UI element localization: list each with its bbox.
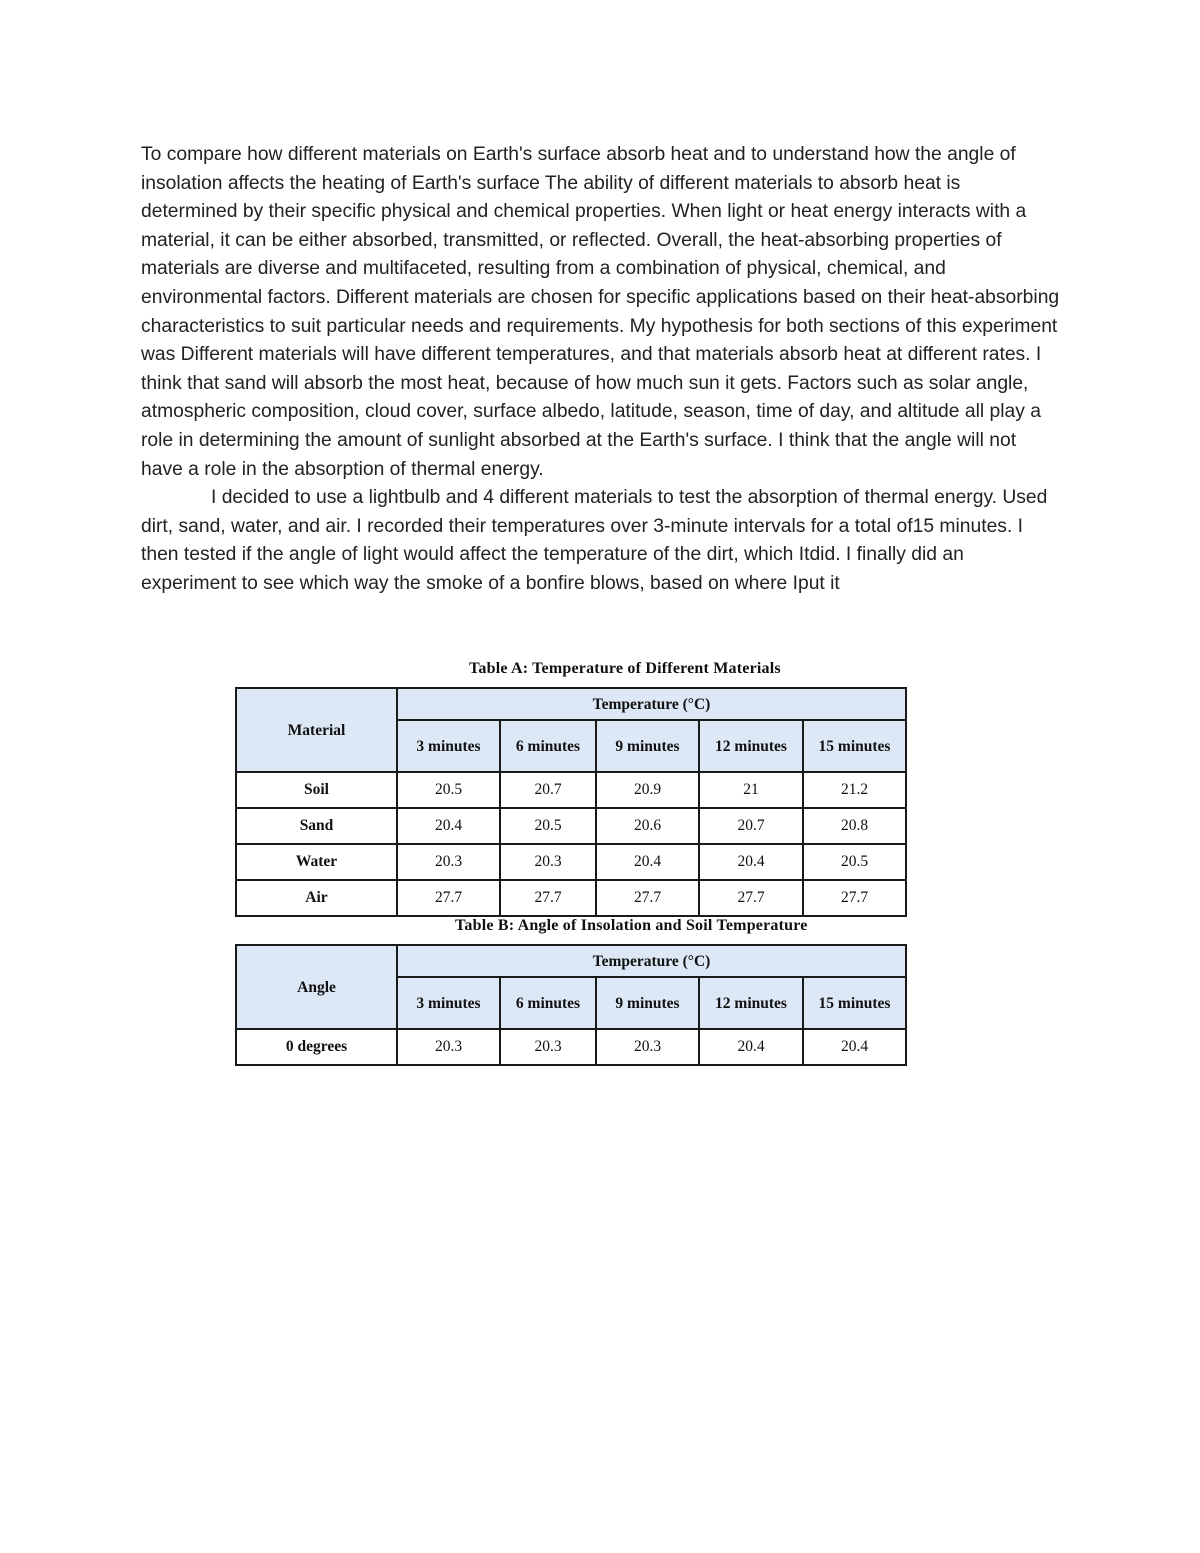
table-cell: 20.4 bbox=[803, 1029, 906, 1065]
table-b-row-header: Angle bbox=[236, 945, 397, 1029]
table-a-column-header: 12 minutes bbox=[699, 720, 803, 772]
table-cell: 20.4 bbox=[699, 844, 803, 880]
table-row bbox=[236, 844, 906, 880]
table-cell: 27.7 bbox=[596, 880, 699, 916]
row-label: Air bbox=[236, 880, 397, 916]
row-label: Water bbox=[236, 844, 397, 880]
table-b-column-header: 6 minutes bbox=[500, 977, 596, 1029]
table-cell: 27.7 bbox=[397, 880, 500, 916]
table-b-column-header: 15 minutes bbox=[803, 977, 906, 1029]
table-a bbox=[235, 687, 907, 917]
body-text bbox=[141, 141, 1061, 599]
table-cell: 20.3 bbox=[500, 844, 596, 880]
table-b-group-header: Temperature (°C) bbox=[397, 945, 906, 977]
table-cell: 20.8 bbox=[803, 808, 906, 844]
table-a-column-header: 9 minutes bbox=[596, 720, 699, 772]
table-b bbox=[235, 944, 907, 1066]
table-cell: 20.5 bbox=[500, 808, 596, 844]
table-cell: 20.3 bbox=[500, 1029, 596, 1065]
table-a-column-header: 6 minutes bbox=[500, 720, 596, 772]
table-cell: 20.4 bbox=[699, 1029, 803, 1065]
table-b-title: Table B: Angle of Insolation and Soil Temperature bbox=[455, 917, 808, 934]
table-b-column-header: 12 minutes bbox=[699, 977, 803, 1029]
table-a-group-header: Temperature (°C) bbox=[397, 688, 906, 720]
table-cell: 21 bbox=[699, 772, 803, 808]
table-row bbox=[236, 808, 906, 844]
table-row bbox=[236, 880, 906, 916]
table-cell: 21.2 bbox=[803, 772, 906, 808]
row-label: Soil bbox=[236, 772, 397, 808]
table-a-column-header: 15 minutes bbox=[803, 720, 906, 772]
table-cell: 20.6 bbox=[596, 808, 699, 844]
table-row bbox=[236, 1029, 906, 1065]
table-cell: 20.3 bbox=[596, 1029, 699, 1065]
table-cell: 20.3 bbox=[397, 1029, 500, 1065]
table-cell: 27.7 bbox=[803, 880, 906, 916]
table-a-title: Table A: Temperature of Different Materials bbox=[469, 660, 781, 677]
row-label: 0 degrees bbox=[236, 1029, 397, 1065]
table-row bbox=[236, 772, 906, 808]
table-cell: 20.4 bbox=[596, 844, 699, 880]
table-b-column-header: 9 minutes bbox=[596, 977, 699, 1029]
table-b-column-header: 3 minutes bbox=[397, 977, 500, 1029]
table-a-column-header: 3 minutes bbox=[397, 720, 500, 772]
table-cell: 20.7 bbox=[699, 808, 803, 844]
table-a-row-header: Material bbox=[236, 688, 397, 772]
table-cell: 20.9 bbox=[596, 772, 699, 808]
table-cell: 20.5 bbox=[803, 844, 906, 880]
table-cell: 27.7 bbox=[500, 880, 596, 916]
paragraph-intro: To compare how different materials on Earth's surface absorb heat and to understand how the angle of insolation affects the heating of Earth's surface The ability of different materials to absorb heat is determined by their specific physical and chemical properties. When light or heat energy interacts with a material, it can be either absorbed, transmitted, or reflected. Overall, the heat-absorbing properties of materials are diverse and multifaceted, resulting from a combination of physical, chemical, and environmental factors. Different materials are chosen for specific applications based on their heat-absorbing characteristics to suit particular needs and requirements. My hypothesis for both sections of this experiment was Different materials will have different temperatures, and that materials absorb heat at different rates. I think that sand will absorb the most heat, because of how much sun it gets. Factors such as solar angle, atmospheric composition, cloud cover, surface albedo, latitude, season, time of day, and altitude all play a role in determining the amount of sunlight absorbed at the Earth's surface. I think that the angle will not have a role in the absorption of thermal energy. bbox=[141, 144, 1060, 480]
table-cell: 20.4 bbox=[397, 808, 500, 844]
table-cell: 20.7 bbox=[500, 772, 596, 808]
row-label: Sand bbox=[236, 808, 397, 844]
paragraph-method: I decided to use a lightbulb and 4 different materials to test the absorption of thermal energy. Used dirt, sand, water, and air. I recorded their temperatures over 3-minute intervals for a total of15 minutes. I then tested if the angle of light would affect the temperature of the dirt, which Itdid. I finally did an experiment to see which way the smoke of a bonfire blows, based on where Iput it bbox=[141, 487, 1048, 594]
table-cell: 20.3 bbox=[397, 844, 500, 880]
table-cell: 27.7 bbox=[699, 880, 803, 916]
table-cell: 20.5 bbox=[397, 772, 500, 808]
